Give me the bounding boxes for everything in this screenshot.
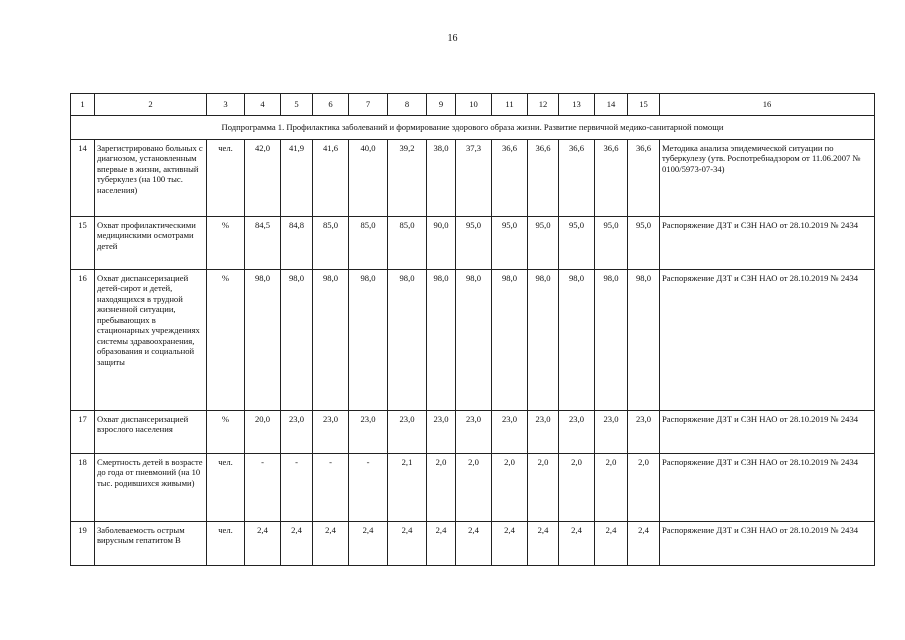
row-number: 14 [71,140,95,217]
value-cell: 98,0 [349,270,388,411]
value-cell: 36,6 [595,140,628,217]
value-cell: 23,0 [349,411,388,454]
value-cell: 2,4 [388,522,427,566]
row-number: 17 [71,411,95,454]
value-cell: 23,0 [281,411,313,454]
header-cell: 4 [245,94,281,116]
value-cell: 2,0 [559,454,595,522]
row-number: 19 [71,522,95,566]
value-cell: 95,0 [628,217,660,270]
value-cell: 98,0 [245,270,281,411]
value-cell: 95,0 [492,217,528,270]
header-cell: 1 [71,94,95,116]
indicator-name: Охват диспансеризацией взрослого населения [95,411,207,454]
source-cell: Методика анализа эпидемической ситуации по туберкулезу (утв. Роспотребнадзором от 11.06.2007 № 0100/5973-07-34) [660,140,875,217]
value-cell: 84,5 [245,217,281,270]
source-cell: Распоряжение ДЗТ и СЗН НАО от 28.10.2019 № 2434 [660,454,875,522]
value-cell: 23,0 [427,411,456,454]
value-cell: 23,0 [559,411,595,454]
header-cell: 13 [559,94,595,116]
value-cell: 2,4 [628,522,660,566]
value-cell: 42,0 [245,140,281,217]
value-cell: 39,2 [388,140,427,217]
value-cell: 85,0 [313,217,349,270]
row-number: 16 [71,270,95,411]
page-number: 16 [447,33,458,44]
value-cell: 36,6 [628,140,660,217]
value-cell: 2,4 [313,522,349,566]
value-cell: 98,0 [313,270,349,411]
value-cell: 36,6 [492,140,528,217]
unit-cell: чел. [207,522,245,566]
header-cell: 5 [281,94,313,116]
value-cell: 98,0 [456,270,492,411]
value-cell: 2,0 [595,454,628,522]
value-cell: 37,3 [456,140,492,217]
source-cell: Распоряжение ДЗТ и СЗН НАО от 28.10.2019 № 2434 [660,217,875,270]
value-cell: - [313,454,349,522]
value-cell: 2,4 [595,522,628,566]
value-cell: 84,8 [281,217,313,270]
header-cell: 11 [492,94,528,116]
value-cell: 95,0 [595,217,628,270]
header-cell: 3 [207,94,245,116]
value-cell: 38,0 [427,140,456,217]
indicator-name: Смертность детей в возрасте до года от пневмоний (на 10 тыс. родившихся живыми) [95,454,207,522]
value-cell: 98,0 [628,270,660,411]
header-cell: 16 [660,94,875,116]
header-cell: 9 [427,94,456,116]
header-cell: 12 [528,94,559,116]
value-cell: 2,0 [528,454,559,522]
table-row [71,522,875,566]
value-cell: 2,4 [492,522,528,566]
value-cell: 95,0 [528,217,559,270]
value-cell: 95,0 [456,217,492,270]
header-cell: 6 [313,94,349,116]
table-row [71,454,875,522]
subprogram-row [71,116,875,140]
subprogram-title: Подпрограмма 1. Профилактика заболеваний и формирование здорового образа жизни. Развитие первичной медико-санитарной помощи [71,116,875,140]
value-cell: 85,0 [388,217,427,270]
header-cell: 2 [95,94,207,116]
value-cell: 2,4 [349,522,388,566]
value-cell: 85,0 [349,217,388,270]
value-cell: 90,0 [427,217,456,270]
value-cell: - [349,454,388,522]
unit-cell: чел. [207,140,245,217]
table-row [71,217,875,270]
table-row [71,140,875,217]
value-cell: 41,9 [281,140,313,217]
value-cell: 23,0 [528,411,559,454]
header-cell: 15 [628,94,660,116]
value-cell: 2,0 [628,454,660,522]
value-cell: 98,0 [427,270,456,411]
value-cell: 98,0 [492,270,528,411]
row-number: 18 [71,454,95,522]
source-cell: Распоряжение ДЗТ и СЗН НАО от 28.10.2019 № 2434 [660,522,875,566]
value-cell: - [281,454,313,522]
source-cell: Распоряжение ДЗТ и СЗН НАО от 28.10.2019 № 2434 [660,411,875,454]
value-cell: 20,0 [245,411,281,454]
header-cell: 8 [388,94,427,116]
indicator-name: Зарегистрировано больных с диагнозом, установленным впервые в жизни, активный туберкулез (на 100 тыс. населения) [95,140,207,217]
source-cell: Распоряжение ДЗТ и СЗН НАО от 28.10.2019 № 2434 [660,270,875,411]
value-cell: 36,6 [528,140,559,217]
value-cell: 23,0 [456,411,492,454]
value-cell: 2,0 [456,454,492,522]
value-cell: 23,0 [628,411,660,454]
value-cell: 2,1 [388,454,427,522]
header-cell: 7 [349,94,388,116]
indicator-name: Охват диспансеризацией детей-сирот и детей, находящихся в трудной жизненной ситуации, пребывающих в стационарных учреждениях системы здравоохранения, образования и социальной защиты [95,270,207,411]
value-cell: 2,0 [427,454,456,522]
value-cell: 36,6 [559,140,595,217]
value-cell: 2,4 [559,522,595,566]
unit-cell: чел. [207,454,245,522]
table-row [71,411,875,454]
value-cell: 40,0 [349,140,388,217]
value-cell: 2,0 [492,454,528,522]
indicators-table [70,93,875,566]
value-cell: 41,6 [313,140,349,217]
value-cell: 2,4 [456,522,492,566]
value-cell: 2,4 [245,522,281,566]
indicator-name: Заболеваемость острым вирусным гепатитом В [95,522,207,566]
value-cell: 98,0 [388,270,427,411]
value-cell: 23,0 [595,411,628,454]
value-cell: 98,0 [281,270,313,411]
value-cell: 23,0 [313,411,349,454]
unit-cell: % [207,411,245,454]
value-cell: 2,4 [427,522,456,566]
unit-cell: % [207,217,245,270]
value-cell: 95,0 [559,217,595,270]
value-cell: 2,4 [281,522,313,566]
value-cell: 98,0 [528,270,559,411]
value-cell: 23,0 [388,411,427,454]
row-number: 15 [71,217,95,270]
table-row [71,270,875,411]
value-cell: 98,0 [559,270,595,411]
value-cell: - [245,454,281,522]
header-row [71,94,875,116]
header-cell: 10 [456,94,492,116]
value-cell: 2,4 [528,522,559,566]
header-cell: 14 [595,94,628,116]
unit-cell: % [207,270,245,411]
indicator-name: Охват профилактическими медицинскими осмотрами детей [95,217,207,270]
value-cell: 23,0 [492,411,528,454]
value-cell: 98,0 [595,270,628,411]
